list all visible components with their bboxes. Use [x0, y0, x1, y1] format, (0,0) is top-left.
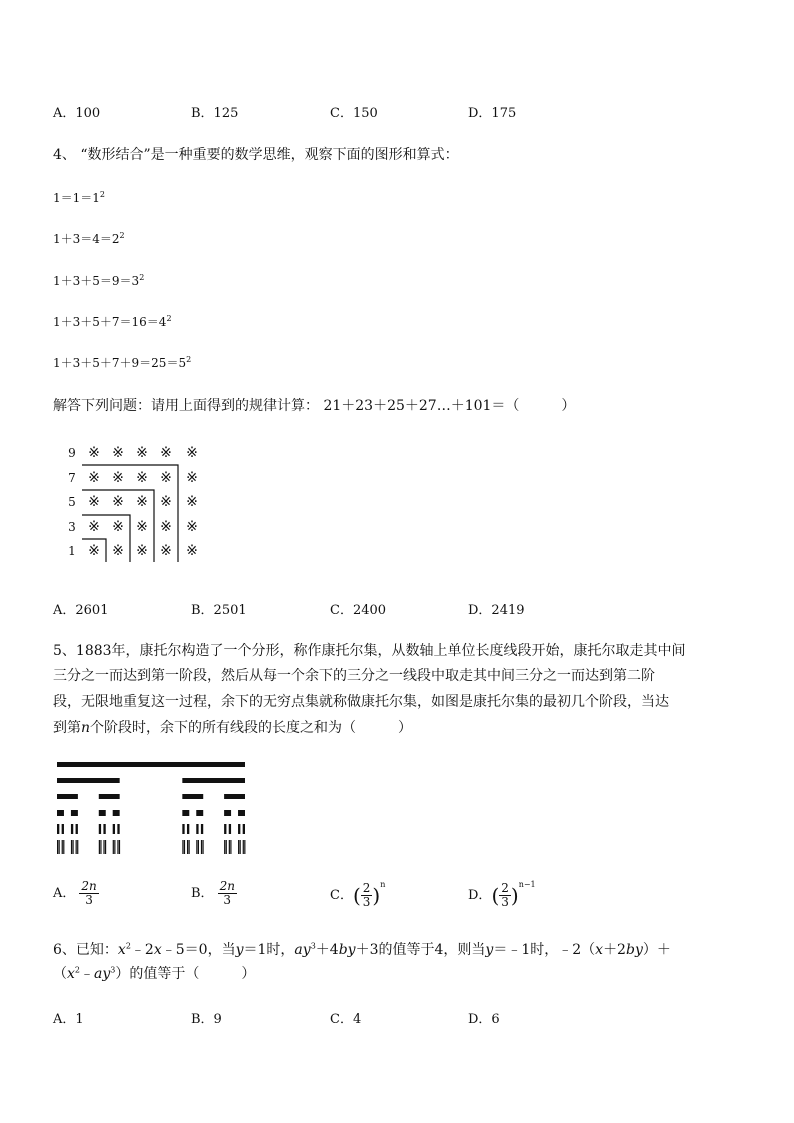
cantor-segment: [99, 840, 100, 854]
cantor-segment: [230, 840, 231, 854]
cantor-segment: [113, 810, 120, 816]
q6-text: ﹣5＝0，当: [161, 942, 236, 958]
var-x: x: [67, 966, 75, 982]
cantor-segment: [57, 794, 78, 799]
cantor-segment: [182, 778, 245, 783]
cantor-segment: [187, 840, 188, 854]
grid-mark: ※: [136, 445, 148, 461]
fraction-numerator: 2: [362, 881, 371, 895]
grid-mark: ※: [88, 445, 100, 461]
cantor-segment: [114, 840, 115, 854]
q4-intro: 4、 “数形结合”是一种重要的数学思维，观察下面的图形和算式：: [53, 147, 459, 163]
fraction-denominator: 3: [223, 893, 232, 907]
cantor-segment: [113, 840, 114, 854]
cantor-segment: [63, 840, 64, 854]
q3-option-d: D．175: [468, 106, 517, 121]
cantor-segment: [182, 810, 189, 816]
grid-mark: ※: [186, 543, 198, 559]
q3-option-a: A．100: [53, 106, 101, 121]
cantor-segment: [198, 840, 199, 854]
cantor-segment: [224, 794, 245, 799]
option-label: A．: [53, 886, 76, 901]
cantor-segment: [196, 824, 198, 834]
cantor-segment: [229, 824, 231, 834]
row-label-5: 5: [68, 495, 76, 509]
grid-mark: ※: [160, 519, 172, 535]
grid-mark: ※: [160, 543, 172, 559]
grid-mark: ※: [88, 494, 100, 510]
q4-equation-4: [53, 313, 172, 330]
fraction: [499, 882, 511, 909]
cantor-segment: [243, 824, 245, 834]
q6-text: 6、已知：: [53, 942, 118, 958]
equation-text: 1＋3＋5＋7＋9＝25＝5: [53, 356, 187, 370]
grid-mark: ※: [160, 445, 172, 461]
q6-text: ＋3的值等于4，则当: [355, 942, 486, 958]
cantor-segment: [99, 794, 120, 799]
cantor-segment: [57, 824, 59, 834]
cantor-segment: [71, 840, 72, 854]
q5-line-4-pre: 到第: [53, 720, 81, 736]
q4-option-d: D．2419: [468, 603, 525, 618]
grid-mark: ※: [112, 445, 124, 461]
cantor-segment: [238, 840, 239, 854]
cantor-segment: [119, 840, 120, 854]
cantor-segment: [201, 824, 203, 834]
cantor-segment: [57, 778, 120, 783]
q4-option-a: A．2601: [53, 603, 109, 618]
cantor-segment: [240, 840, 241, 854]
grid-mark: ※: [160, 494, 172, 510]
cantor-segment: [59, 840, 60, 854]
var-ay: ay: [294, 942, 311, 958]
cantor-segment: [72, 840, 73, 854]
option-label: D．: [468, 888, 492, 903]
cantor-segment: [229, 840, 230, 854]
exponent: 2: [125, 941, 131, 951]
cantor-segment: [201, 840, 202, 854]
cantor-segment: [105, 840, 106, 854]
grid-mark: ※: [186, 470, 198, 486]
cantor-set-figure: [56, 758, 246, 858]
cantor-segment: [76, 840, 77, 854]
grid-mark: ※: [88, 470, 100, 486]
var-y: y: [235, 942, 244, 958]
equation-text: 1＋3＝4＝2: [53, 232, 120, 246]
q5-line-4-post: 个阶段时，余下的所有线段的长度之和为（ ）: [90, 720, 413, 736]
q5-line-3: 段，无限地重复这一过程，余下的无穷点集就称做康托尔集，如图是康托尔集的最初几个阶段，当达: [53, 694, 669, 710]
q5-line-4: [53, 717, 412, 737]
left-paren: (: [491, 883, 500, 908]
cantor-segment: [71, 810, 78, 816]
cantor-levels: [57, 762, 245, 854]
equation-text: 1＋3＋5＝9＝3: [53, 274, 140, 288]
cantor-segment: [224, 840, 225, 854]
cantor-segment: [117, 824, 119, 834]
cantor-segment: [103, 840, 104, 854]
cantor-segment: [226, 840, 227, 854]
fraction-numerator: 2: [501, 881, 509, 895]
q6-line-1: [53, 939, 671, 959]
q4-equation-1: [53, 189, 105, 206]
cantor-segment: [224, 810, 231, 816]
cantor-segment: [99, 810, 106, 816]
cantor-segment: [244, 840, 245, 854]
var-y: y: [485, 942, 494, 958]
cantor-segment: [224, 824, 226, 834]
cantor-segment: [184, 840, 185, 854]
grid-mark: ※: [136, 519, 148, 535]
cantor-segment: [57, 810, 64, 816]
q5-option-b: [191, 880, 237, 907]
q6-text: ＝1时，: [243, 942, 295, 958]
grid-mark: ※: [136, 543, 148, 559]
fraction-denominator: 3: [501, 895, 509, 909]
q4-question: 解答下列问题：请用上面得到的规律计算： 21＋23＋25＋27…＋101＝（ ）: [53, 398, 576, 414]
cantor-segment: [238, 824, 240, 834]
left-paren: (: [352, 883, 361, 908]
q5-option-a: [53, 880, 99, 907]
cantor-segment: [187, 824, 189, 834]
grid-mark: ※: [186, 519, 198, 535]
cantor-segment: [182, 840, 183, 854]
mark-grid: [88, 445, 198, 559]
exponent: 3: [110, 965, 116, 975]
fraction: [79, 880, 98, 907]
q5-var-n: n: [81, 720, 91, 736]
grid-mark: ※: [112, 494, 124, 510]
q4-equation-2: [53, 230, 125, 247]
exponent: n: [380, 880, 386, 889]
q6-text: ）＋: [642, 942, 671, 958]
q6-option-b: B．9: [191, 1012, 222, 1027]
grid-mark: ※: [160, 470, 172, 486]
cantor-segment: [62, 824, 64, 834]
equation-power: 2: [186, 355, 192, 364]
row-label-7: 7: [68, 471, 76, 485]
grid-mark: ※: [112, 543, 124, 559]
cantor-segment: [182, 794, 203, 799]
cantor-segment: [77, 840, 78, 854]
equation-power: 2: [99, 190, 105, 199]
var-x: x: [595, 942, 604, 958]
q4-equation-3: [53, 272, 144, 289]
cantor-segment: [71, 824, 73, 834]
q6-text: ﹣: [80, 966, 94, 982]
q5-option-c: [330, 880, 385, 909]
cantor-segment: [99, 824, 101, 834]
q6-option-c: C．4: [330, 1012, 362, 1027]
cantor-segment: [182, 824, 184, 834]
q6-text: ＝﹣1时，﹣2（: [493, 942, 596, 958]
fraction-denominator: 3: [85, 893, 93, 907]
q4-option-b: B．2501: [191, 603, 247, 618]
row-label-1: 1: [68, 544, 76, 558]
q6-text: ＋4: [315, 942, 339, 958]
cantor-segment: [202, 840, 203, 854]
exponent: 3: [310, 941, 316, 951]
q6-line-2: [53, 963, 255, 983]
var-x: x: [117, 942, 126, 958]
right-paren: ): [372, 883, 381, 908]
fraction-numerator: 2n: [219, 879, 235, 893]
cantor-segment: [57, 762, 245, 767]
cantor-segment: [76, 824, 78, 834]
q6-option-a: A．1: [53, 1012, 84, 1027]
q6-text: ＋2: [603, 942, 626, 958]
exponent: 2: [74, 965, 80, 975]
cantor-segment: [238, 810, 245, 816]
row-label-9: 9: [68, 446, 76, 460]
var-ay: ay: [94, 966, 111, 982]
option-label: B．: [191, 886, 214, 901]
equation-power: 2: [139, 273, 145, 282]
q6-text: ）的值等于（ ）: [115, 966, 256, 982]
q3-option-b: B．125: [191, 106, 239, 121]
var-x: x: [153, 942, 162, 958]
q5-line-1: 5、1883年，康托尔构造了一个分形，称作康托尔集，从数轴上单位长度线段开始，康托尔取走其中间: [53, 643, 686, 659]
grid-mark: ※: [136, 494, 148, 510]
q4-equation-5: [53, 354, 191, 371]
grid-mark: ※: [112, 519, 124, 535]
grid-mark: ※: [186, 494, 198, 510]
var-by: by: [625, 942, 643, 958]
fraction-denominator: 3: [362, 895, 371, 909]
q6-option-d: D．6: [468, 1012, 500, 1027]
grid-mark: ※: [186, 445, 198, 461]
q3-option-c: C．150: [330, 106, 378, 121]
equation-text: 1＝1＝1: [53, 191, 100, 205]
var-by: by: [338, 942, 356, 958]
grid-mark: ※: [136, 470, 148, 486]
cantor-segment: [117, 840, 118, 854]
grid-mark: ※: [88, 543, 100, 559]
option-label: C．: [330, 888, 353, 903]
fraction: [218, 880, 237, 907]
q6-text: ﹣2: [130, 942, 154, 958]
fraction: [361, 882, 373, 909]
q5-option-d: [468, 880, 536, 909]
odd-sum-figure: [60, 440, 210, 565]
q5-line-2: 三分之一而达到第一阶段，然后从每一个余下的三分之一线段中取走其中间三分之一而达到第二阶: [53, 668, 655, 684]
exponent: n−1: [518, 880, 536, 889]
cantor-segment: [243, 840, 244, 854]
equation-power: 2: [166, 314, 172, 323]
row-label-3: 3: [68, 520, 76, 534]
q4-option-c: C．2400: [330, 603, 387, 618]
cantor-segment: [189, 840, 190, 854]
q6-text: （: [53, 966, 67, 982]
cantor-segment: [196, 840, 197, 854]
equation-text: 1＋3＋5＋7＝16＝4: [53, 315, 167, 329]
fraction-numerator: 2n: [81, 879, 97, 893]
equation-power: 2: [119, 231, 125, 240]
cantor-segment: [103, 824, 105, 834]
grid-mark: ※: [88, 519, 100, 535]
cantor-segment: [113, 824, 115, 834]
right-paren: ): [510, 883, 519, 908]
grid-mark: ※: [112, 470, 124, 486]
cantor-segment: [196, 810, 203, 816]
cantor-segment: [62, 840, 63, 854]
cantor-segment: [100, 840, 101, 854]
cantor-segment: [57, 840, 58, 854]
